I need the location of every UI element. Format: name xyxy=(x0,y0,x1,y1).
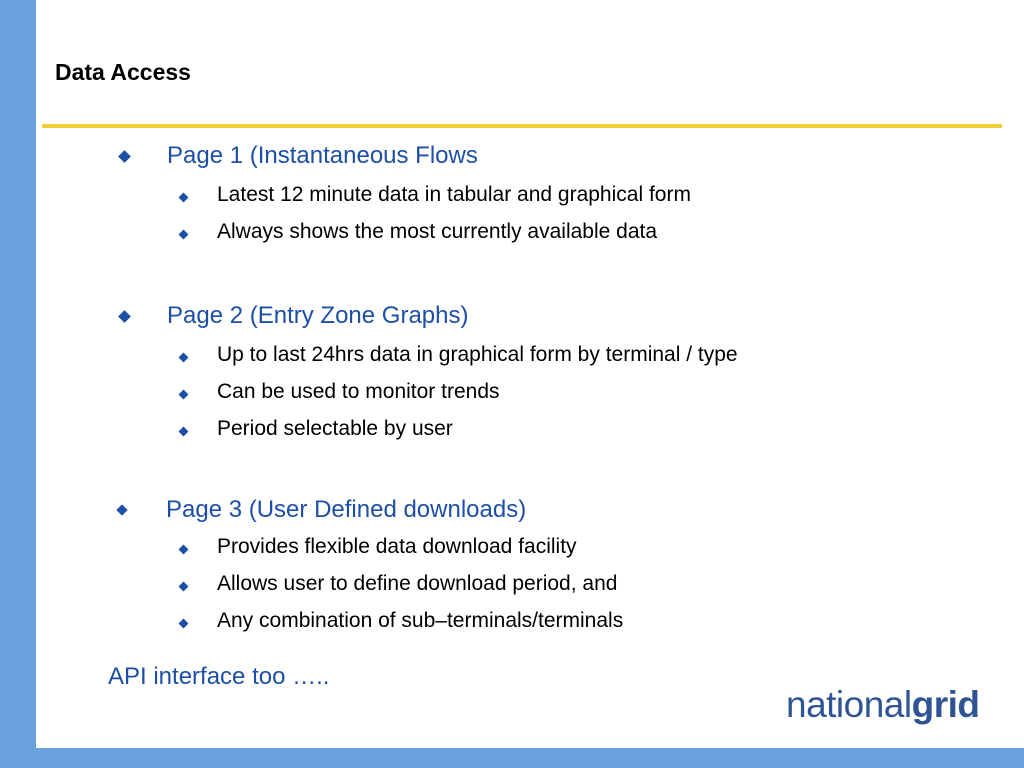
list-item: Up to last 24hrs data in graphical form by terminal / type xyxy=(217,343,738,366)
list-item: Allows user to define download period, and xyxy=(217,572,618,595)
diamond-bullet-icon xyxy=(179,619,189,629)
diamond-bullet-icon xyxy=(179,230,189,240)
api-note: API interface too ….. xyxy=(108,663,330,690)
diamond-bullet-icon xyxy=(179,582,189,592)
diamond-bullet-icon xyxy=(179,545,189,555)
diamond-bullet-icon xyxy=(179,427,189,437)
list-item: Always shows the most currently available data xyxy=(217,220,658,243)
section-heading-page-1: Page 1 (Instantaneous Flows xyxy=(167,142,478,169)
diamond-bullet-icon xyxy=(118,150,131,163)
diamond-bullet-icon xyxy=(179,390,189,400)
diamond-bullet-icon xyxy=(179,353,189,363)
national-grid-logo xyxy=(786,684,980,726)
diamond-bullet-icon xyxy=(179,193,189,203)
diamond-bullet-icon xyxy=(116,504,127,515)
section-heading-page-3: Page 3 (User Defined downloads) xyxy=(166,496,527,523)
logo-text-grid: grid xyxy=(911,684,980,725)
diamond-bullet-icon xyxy=(118,310,131,323)
left-accent-bar xyxy=(0,0,36,768)
title-divider xyxy=(42,124,1002,128)
list-item: Period selectable by user xyxy=(217,417,453,440)
section-heading-page-2: Page 2 (Entry Zone Graphs) xyxy=(167,302,469,329)
slide-title: Data Access xyxy=(55,59,191,85)
logo-text-national: national xyxy=(786,684,912,725)
list-item: Provides flexible data download facility xyxy=(217,535,577,558)
list-item: Can be used to monitor trends xyxy=(217,380,500,403)
list-item: Any combination of sub–terminals/terminals xyxy=(217,609,624,632)
list-item: Latest 12 minute data in tabular and graphical form xyxy=(217,183,691,206)
bottom-accent-bar xyxy=(0,748,1024,768)
